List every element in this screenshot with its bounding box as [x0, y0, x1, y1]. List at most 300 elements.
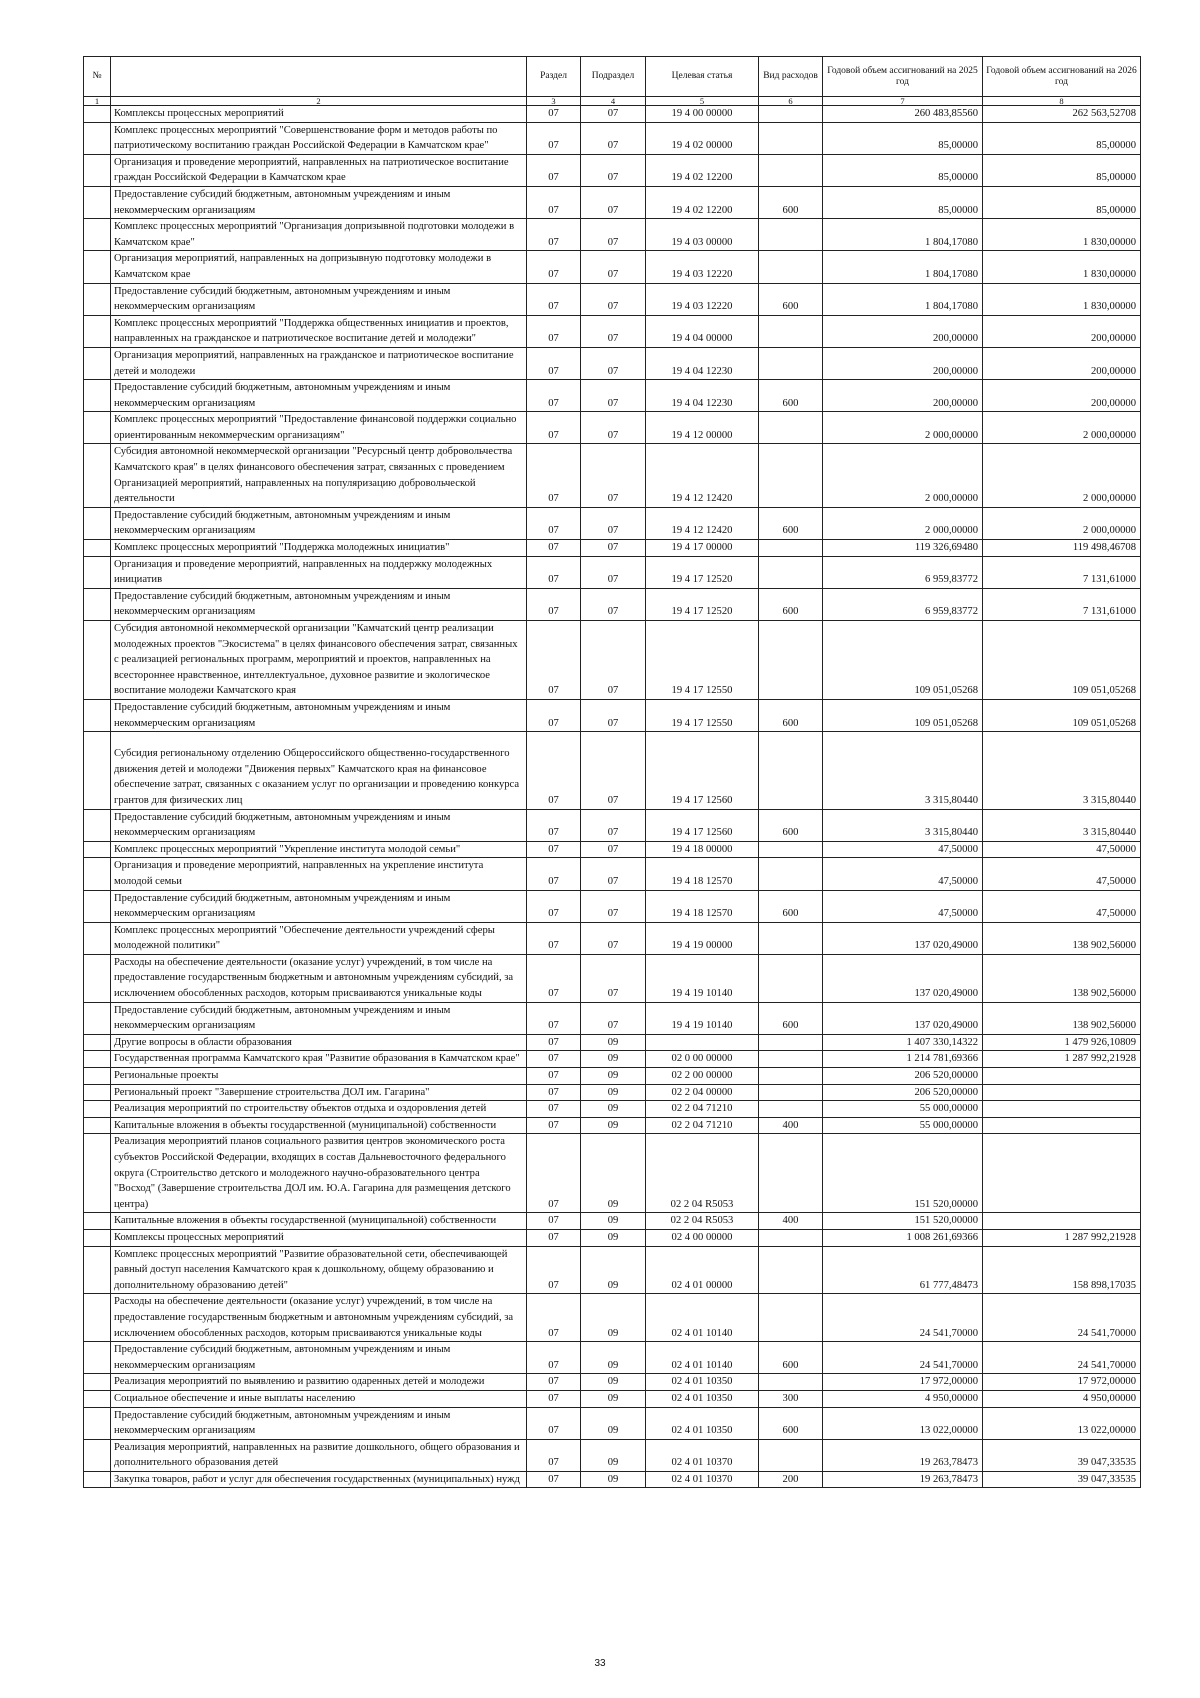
cell-name: Реализация мероприятий, направленных на развитие дошкольного, общего образования и дополнительного образования детей [111, 1439, 527, 1471]
cell-no [84, 380, 111, 412]
cell-razdel: 07 [527, 186, 581, 218]
cell-podrazdel: 07 [581, 122, 646, 154]
cell-target [646, 1034, 759, 1051]
cell-vid: 600 [759, 809, 823, 841]
cell-name: Комплекс процессных мероприятий "Совершенствование форм и методов работы по патриотическому воспитанию граждан Российской Федерации в Камчатском крае" [111, 122, 527, 154]
cell-name: Субсидия автономной некоммерческой организации "Ресурсный центр добровольчества Камчатского края" в целях финансового обеспечения затрат, связанных с проведением Организацией мероприятий, направленных на популяризацию добровольческой деятельности [111, 444, 527, 507]
cell-target: 19 4 04 12230 [646, 380, 759, 412]
cell-vid [759, 556, 823, 588]
cell-no [84, 841, 111, 858]
cell-vol-2025: 1 407 330,14322 [823, 1034, 983, 1051]
col-number: 2 [111, 97, 527, 106]
cell-vol-2026 [983, 1213, 1141, 1230]
cell-podrazdel: 09 [581, 1034, 646, 1051]
cell-vid: 600 [759, 186, 823, 218]
table-row [84, 154, 1141, 186]
cell-vol-2025: 1 804,17080 [823, 283, 983, 315]
cell-target: 19 4 17 12520 [646, 556, 759, 588]
cell-vid [759, 858, 823, 890]
cell-target: 02 2 04 00000 [646, 1084, 759, 1101]
cell-no [84, 251, 111, 283]
cell-no [84, 186, 111, 218]
cell-vol-2025: 2 000,00000 [823, 444, 983, 507]
table-row [84, 1213, 1141, 1230]
cell-vol-2026: 1 287 992,21928 [983, 1051, 1141, 1068]
cell-podrazdel: 07 [581, 507, 646, 539]
cell-target: 02 4 00 00000 [646, 1229, 759, 1246]
budget-table [83, 56, 1141, 1488]
header-no: № [84, 57, 111, 97]
cell-podrazdel: 07 [581, 699, 646, 731]
table-row [84, 841, 1141, 858]
cell-no [84, 1134, 111, 1213]
cell-target: 19 4 19 10140 [646, 954, 759, 1002]
cell-target: 02 4 01 10350 [646, 1374, 759, 1391]
cell-vol-2025: 47,50000 [823, 841, 983, 858]
cell-name: Субсидия региональному отделению Общероссийского общественно-государственного движения детей и молодежи "Движения первых" Камчатского края на финансовое обеспечение затрат, связанных с оказанием услуг по организации и проведению конкурса грантов для физических лиц [111, 732, 527, 809]
cell-razdel: 07 [527, 890, 581, 922]
cell-vol-2026 [983, 1101, 1141, 1118]
cell-name: Реализация мероприятий по строительству объектов отдыха и оздоровления детей [111, 1101, 527, 1118]
cell-no [84, 122, 111, 154]
cell-vol-2025: 6 959,83772 [823, 556, 983, 588]
cell-no [84, 1068, 111, 1085]
cell-vid [759, 122, 823, 154]
table-row [84, 699, 1141, 731]
table-body [84, 106, 1141, 1488]
table-row [84, 1471, 1141, 1488]
cell-razdel: 07 [527, 1374, 581, 1391]
cell-vid: 600 [759, 1002, 823, 1034]
cell-no [84, 809, 111, 841]
cell-vid [759, 841, 823, 858]
cell-razdel: 07 [527, 412, 581, 444]
cell-target: 19 4 02 12200 [646, 154, 759, 186]
cell-vol-2025: 19 263,78473 [823, 1471, 983, 1488]
cell-vid [759, 1246, 823, 1294]
table-row [84, 1374, 1141, 1391]
cell-razdel: 07 [527, 858, 581, 890]
table-row [84, 347, 1141, 379]
cell-name: Комплексы процессных мероприятий [111, 1229, 527, 1246]
cell-vol-2026: 200,00000 [983, 380, 1141, 412]
cell-vol-2025: 137 020,49000 [823, 954, 983, 1002]
cell-no [84, 347, 111, 379]
cell-name: Организация и проведение мероприятий, направленных на поддержку молодежных инициатив [111, 556, 527, 588]
cell-target: 02 4 01 00000 [646, 1246, 759, 1294]
cell-target: 19 4 12 00000 [646, 412, 759, 444]
cell-podrazdel: 07 [581, 444, 646, 507]
col-number: 5 [646, 97, 759, 106]
cell-razdel: 07 [527, 556, 581, 588]
header-row [84, 57, 1141, 97]
cell-no [84, 1229, 111, 1246]
cell-podrazdel: 07 [581, 1002, 646, 1034]
cell-vol-2026: 200,00000 [983, 315, 1141, 347]
cell-podrazdel: 09 [581, 1084, 646, 1101]
cell-vol-2025: 85,00000 [823, 122, 983, 154]
cell-vid [759, 732, 823, 809]
cell-vol-2026: 24 541,70000 [983, 1342, 1141, 1374]
cell-vol-2026: 138 902,56000 [983, 954, 1141, 1002]
cell-name: Расходы на обеспечение деятельности (оказание услуг) учреждений, в том числе на предоставление государственным бюджетным и автономным учреждениям субсидий, за исключением обособленных расходов, которым присваиваются уникальные коды [111, 1294, 527, 1342]
cell-vol-2025: 109 051,05268 [823, 699, 983, 731]
cell-podrazdel: 09 [581, 1213, 646, 1230]
cell-name: Региональный проект "Завершение строительства ДОЛ им. Гагарина" [111, 1084, 527, 1101]
cell-vol-2026: 1 830,00000 [983, 219, 1141, 251]
cell-vol-2026: 3 315,80440 [983, 809, 1141, 841]
cell-vol-2026: 119 498,46708 [983, 540, 1141, 557]
table-row [84, 444, 1141, 507]
cell-vol-2026: 24 541,70000 [983, 1294, 1141, 1342]
cell-target: 19 4 18 12570 [646, 858, 759, 890]
cell-name: Реализация мероприятий по выявлению и развитию одаренных детей и молодежи [111, 1374, 527, 1391]
cell-target: 19 4 03 12220 [646, 251, 759, 283]
table-row [84, 621, 1141, 700]
cell-vid: 300 [759, 1390, 823, 1407]
table-row [84, 251, 1141, 283]
cell-vol-2025: 55 000,00000 [823, 1101, 983, 1118]
cell-no [84, 412, 111, 444]
cell-name: Организация и проведение мероприятий, направленных на патриотическое воспитание граждан Российской Федерации в Камчатском крае [111, 154, 527, 186]
cell-no [84, 1117, 111, 1134]
cell-name: Государственная программа Камчатского края "Развитие образования в Камчатском крае" [111, 1051, 527, 1068]
cell-vol-2025: 260 483,85560 [823, 106, 983, 123]
cell-name: Другие вопросы в области образования [111, 1034, 527, 1051]
cell-razdel: 07 [527, 283, 581, 315]
cell-target: 19 4 17 12550 [646, 621, 759, 700]
cell-name: Расходы на обеспечение деятельности (оказание услуг) учреждений, в том числе на предоставление государственным бюджетным и автономным учреждениям субсидий, за исключением обособленных расходов, которым присваиваются уникальные коды [111, 954, 527, 1002]
cell-vid [759, 106, 823, 123]
cell-razdel: 07 [527, 507, 581, 539]
cell-vid [759, 1294, 823, 1342]
cell-name: Капитальные вложения в объекты государственной (муниципальной) собственности [111, 1213, 527, 1230]
cell-vid: 600 [759, 588, 823, 620]
cell-vol-2025: 3 315,80440 [823, 732, 983, 809]
cell-razdel: 07 [527, 1439, 581, 1471]
cell-no [84, 732, 111, 809]
cell-vol-2026: 2 000,00000 [983, 507, 1141, 539]
col-number: 4 [581, 97, 646, 106]
cell-vol-2025: 1 008 261,69366 [823, 1229, 983, 1246]
table-row [84, 1034, 1141, 1051]
cell-podrazdel: 07 [581, 732, 646, 809]
header-razdel: Раздел [527, 57, 581, 97]
cell-razdel: 07 [527, 699, 581, 731]
cell-razdel: 07 [527, 347, 581, 379]
cell-vol-2025: 200,00000 [823, 347, 983, 379]
cell-razdel: 07 [527, 1246, 581, 1294]
cell-podrazdel: 07 [581, 219, 646, 251]
cell-vid: 400 [759, 1213, 823, 1230]
cell-razdel: 07 [527, 588, 581, 620]
cell-name: Реализация мероприятий планов социального развития центров экономического роста субъектов Российской Федерации, входящих в состав Дальневосточного федерального округа (Строительство детского и молодежного научно-образовательного центра "Восход" (Завершение строительства ДОЛ им. Ю.А. Гагарина для размещения детского центра) [111, 1134, 527, 1213]
cell-no [84, 1034, 111, 1051]
cell-name: Предоставление субсидий бюджетным, автономным учреждениям и иным некоммерческим организациям [111, 380, 527, 412]
header-podrazdel: Подраздел [581, 57, 646, 97]
cell-vol-2026: 109 051,05268 [983, 699, 1141, 731]
cell-target: 19 4 19 00000 [646, 922, 759, 954]
cell-no [84, 1084, 111, 1101]
cell-target: 19 4 12 12420 [646, 507, 759, 539]
cell-no [84, 219, 111, 251]
cell-name: Организация мероприятий, направленных на гражданское и патриотическое воспитание детей и молодежи [111, 347, 527, 379]
table-row [84, 507, 1141, 539]
table-row [84, 122, 1141, 154]
cell-target: 19 4 04 12230 [646, 347, 759, 379]
cell-target: 02 4 01 10140 [646, 1342, 759, 1374]
cell-podrazdel: 09 [581, 1439, 646, 1471]
cell-no [84, 699, 111, 731]
cell-vol-2025: 24 541,70000 [823, 1342, 983, 1374]
cell-vid [759, 1134, 823, 1213]
cell-podrazdel: 09 [581, 1051, 646, 1068]
cell-vol-2026: 39 047,33535 [983, 1439, 1141, 1471]
cell-vol-2026 [983, 1117, 1141, 1134]
table-row [84, 1407, 1141, 1439]
cell-vol-2026 [983, 1084, 1141, 1101]
cell-podrazdel: 09 [581, 1294, 646, 1342]
cell-vol-2026: 109 051,05268 [983, 621, 1141, 700]
cell-razdel: 07 [527, 1034, 581, 1051]
cell-podrazdel: 07 [581, 380, 646, 412]
cell-vol-2026: 262 563,52708 [983, 106, 1141, 123]
cell-target: 19 4 17 12520 [646, 588, 759, 620]
cell-vol-2026: 47,50000 [983, 890, 1141, 922]
cell-vol-2025: 109 051,05268 [823, 621, 983, 700]
table-row [84, 1390, 1141, 1407]
cell-podrazdel: 07 [581, 588, 646, 620]
table-row [84, 412, 1141, 444]
cell-name: Предоставление субсидий бюджетным, автономным учреждениям и иным некоммерческим организациям [111, 699, 527, 731]
cell-name: Предоставление субсидий бюджетным, автономным учреждениям и иным некоммерческим организациям [111, 283, 527, 315]
cell-vol-2026 [983, 1068, 1141, 1085]
cell-no [84, 890, 111, 922]
cell-podrazdel: 07 [581, 954, 646, 1002]
cell-vid: 600 [759, 1342, 823, 1374]
cell-no [84, 1390, 111, 1407]
cell-vid [759, 1374, 823, 1391]
cell-no [84, 922, 111, 954]
table-row [84, 588, 1141, 620]
cell-podrazdel: 07 [581, 251, 646, 283]
cell-vol-2026: 1 830,00000 [983, 283, 1141, 315]
table-row [84, 1002, 1141, 1034]
cell-razdel: 07 [527, 1084, 581, 1101]
cell-podrazdel: 09 [581, 1134, 646, 1213]
cell-podrazdel: 07 [581, 154, 646, 186]
cell-vol-2026: 85,00000 [983, 186, 1141, 218]
cell-razdel: 07 [527, 841, 581, 858]
table-row [84, 1294, 1141, 1342]
cell-vol-2025: 200,00000 [823, 380, 983, 412]
cell-vol-2026: 13 022,00000 [983, 1407, 1141, 1439]
table-row [84, 1117, 1141, 1134]
cell-razdel: 07 [527, 954, 581, 1002]
cell-razdel: 07 [527, 1390, 581, 1407]
cell-vol-2025: 206 520,00000 [823, 1084, 983, 1101]
cell-vol-2026: 85,00000 [983, 154, 1141, 186]
cell-vid [759, 1034, 823, 1051]
cell-vol-2025: 61 777,48473 [823, 1246, 983, 1294]
cell-no [84, 1213, 111, 1230]
cell-vol-2025: 1 804,17080 [823, 219, 983, 251]
cell-vol-2026: 138 902,56000 [983, 922, 1141, 954]
cell-name: Предоставление субсидий бюджетным, автономным учреждениям и иным некоммерческим организациям [111, 890, 527, 922]
cell-podrazdel: 09 [581, 1374, 646, 1391]
cell-vol-2025: 206 520,00000 [823, 1068, 983, 1085]
page-number: 33 [594, 1658, 606, 1669]
header-vol-2026: Годовой объем ассигнований на 2026 год [983, 57, 1141, 97]
cell-target: 02 2 04 71210 [646, 1101, 759, 1118]
cell-podrazdel: 07 [581, 186, 646, 218]
cell-podrazdel: 07 [581, 283, 646, 315]
cell-no [84, 1101, 111, 1118]
cell-no [84, 507, 111, 539]
cell-vid: 600 [759, 699, 823, 731]
cell-no [84, 283, 111, 315]
cell-razdel: 07 [527, 1068, 581, 1085]
cell-target: 19 4 19 10140 [646, 1002, 759, 1034]
cell-name: Предоставление субсидий бюджетным, автономным учреждениям и иным некоммерческим организациям [111, 809, 527, 841]
header-name [111, 57, 527, 97]
cell-razdel: 07 [527, 1051, 581, 1068]
cell-vol-2026: 39 047,33535 [983, 1471, 1141, 1488]
cell-vol-2025: 47,50000 [823, 858, 983, 890]
cell-vol-2025: 13 022,00000 [823, 1407, 983, 1439]
cell-vol-2026: 2 000,00000 [983, 412, 1141, 444]
table-row [84, 186, 1141, 218]
cell-vol-2026: 47,50000 [983, 858, 1141, 890]
cell-vid [759, 315, 823, 347]
cell-podrazdel: 09 [581, 1246, 646, 1294]
cell-vid: 600 [759, 890, 823, 922]
cell-target: 02 4 01 10350 [646, 1407, 759, 1439]
cell-razdel: 07 [527, 621, 581, 700]
cell-razdel: 07 [527, 732, 581, 809]
cell-vid [759, 1229, 823, 1246]
cell-razdel: 07 [527, 122, 581, 154]
cell-vid: 600 [759, 380, 823, 412]
cell-target: 02 4 01 10370 [646, 1439, 759, 1471]
cell-vid: 600 [759, 1407, 823, 1439]
table-row [84, 283, 1141, 315]
cell-razdel: 07 [527, 1294, 581, 1342]
cell-vol-2026: 1 287 992,21928 [983, 1229, 1141, 1246]
cell-name: Закупка товаров, работ и услуг для обеспечения государственных (муниципальных) нужд [111, 1471, 527, 1488]
cell-podrazdel: 09 [581, 1117, 646, 1134]
cell-vol-2026: 4 950,00000 [983, 1390, 1141, 1407]
table-row [84, 858, 1141, 890]
cell-vid [759, 954, 823, 1002]
cell-vol-2025: 1 214 781,69366 [823, 1051, 983, 1068]
cell-target: 19 4 17 12560 [646, 732, 759, 809]
col-number: 1 [84, 97, 111, 106]
table-row [84, 1084, 1141, 1101]
cell-name: Организация мероприятий, направленных на допризывную подготовку молодежи в Камчатском крае [111, 251, 527, 283]
table-row [84, 1229, 1141, 1246]
cell-name: Субсидия автономной некоммерческой организации "Камчатский центр реализации молодежных проектов "Экосистема" в целях финансового обеспечения затрат, связанных с реализацией региональных программ, мероприятий и проектов, направленных на всестороннее нравственное, интеллектуальное, духовное развитие и экологическое воспитание молодежи Камчатского края [111, 621, 527, 700]
cell-vol-2025: 151 520,00000 [823, 1134, 983, 1213]
cell-target: 02 2 00 00000 [646, 1068, 759, 1085]
table-row [84, 1439, 1141, 1471]
table-row [84, 1246, 1141, 1294]
cell-vol-2025: 85,00000 [823, 154, 983, 186]
cell-vid [759, 154, 823, 186]
header-target: Целевая статья [646, 57, 759, 97]
cell-vol-2025: 17 972,00000 [823, 1374, 983, 1391]
cell-name: Капитальные вложения в объекты государственной (муниципальной) собственности [111, 1117, 527, 1134]
cell-target: 02 4 01 10370 [646, 1471, 759, 1488]
cell-podrazdel: 09 [581, 1068, 646, 1085]
cell-no [84, 106, 111, 123]
cell-podrazdel: 09 [581, 1229, 646, 1246]
table-row [84, 809, 1141, 841]
cell-name: Комплекс процессных мероприятий "Поддержка молодежных инициатив" [111, 540, 527, 557]
cell-razdel: 07 [527, 1342, 581, 1374]
cell-name: Региональные проекты [111, 1068, 527, 1085]
cell-target: 02 4 01 10140 [646, 1294, 759, 1342]
cell-name: Комплекс процессных мероприятий "Укрепление института молодой семьи" [111, 841, 527, 858]
cell-vid: 400 [759, 1117, 823, 1134]
cell-vid [759, 412, 823, 444]
cell-vol-2025: 19 263,78473 [823, 1439, 983, 1471]
cell-podrazdel: 07 [581, 347, 646, 379]
cell-target: 19 4 17 12560 [646, 809, 759, 841]
cell-vid [759, 1101, 823, 1118]
cell-name: Предоставление субсидий бюджетным, автономным учреждениям и иным некоммерческим организациям [111, 507, 527, 539]
cell-podrazdel: 07 [581, 315, 646, 347]
cell-name: Предоставление субсидий бюджетным, автономным учреждениям и иным некоммерческим организациям [111, 1342, 527, 1374]
cell-podrazdel: 09 [581, 1342, 646, 1374]
cell-target: 19 4 17 12550 [646, 699, 759, 731]
cell-vol-2025: 2 000,00000 [823, 412, 983, 444]
cell-no [84, 621, 111, 700]
cell-podrazdel: 07 [581, 106, 646, 123]
cell-razdel: 07 [527, 922, 581, 954]
table-row [84, 380, 1141, 412]
cell-podrazdel: 07 [581, 890, 646, 922]
cell-vid [759, 1068, 823, 1085]
cell-podrazdel: 07 [581, 412, 646, 444]
cell-target: 19 4 03 12220 [646, 283, 759, 315]
cell-name: Комплекс процессных мероприятий "Организация допризывной подготовки молодежи в Камчатском крае" [111, 219, 527, 251]
cell-no [84, 1002, 111, 1034]
col-number: 3 [527, 97, 581, 106]
cell-name: Предоставление субсидий бюджетным, автономным учреждениям и иным некоммерческим организациям [111, 588, 527, 620]
cell-vol-2026: 1 830,00000 [983, 251, 1141, 283]
cell-razdel: 07 [527, 1002, 581, 1034]
cell-no [84, 1294, 111, 1342]
cell-no [84, 556, 111, 588]
cell-podrazdel: 09 [581, 1407, 646, 1439]
cell-podrazdel: 07 [581, 841, 646, 858]
table-row [84, 315, 1141, 347]
cell-target: 19 4 12 12420 [646, 444, 759, 507]
cell-no [84, 154, 111, 186]
cell-vid: 600 [759, 283, 823, 315]
cell-target: 19 4 17 00000 [646, 540, 759, 557]
cell-name: Комплекс процессных мероприятий "Обеспечение деятельности учреждений сферы молодежной политики" [111, 922, 527, 954]
cell-vol-2025: 151 520,00000 [823, 1213, 983, 1230]
cell-vid [759, 1051, 823, 1068]
cell-vol-2025: 6 959,83772 [823, 588, 983, 620]
column-number-row [84, 97, 1141, 106]
cell-target: 19 4 18 00000 [646, 841, 759, 858]
cell-vol-2026: 200,00000 [983, 347, 1141, 379]
cell-razdel: 07 [527, 1471, 581, 1488]
cell-vid: 200 [759, 1471, 823, 1488]
